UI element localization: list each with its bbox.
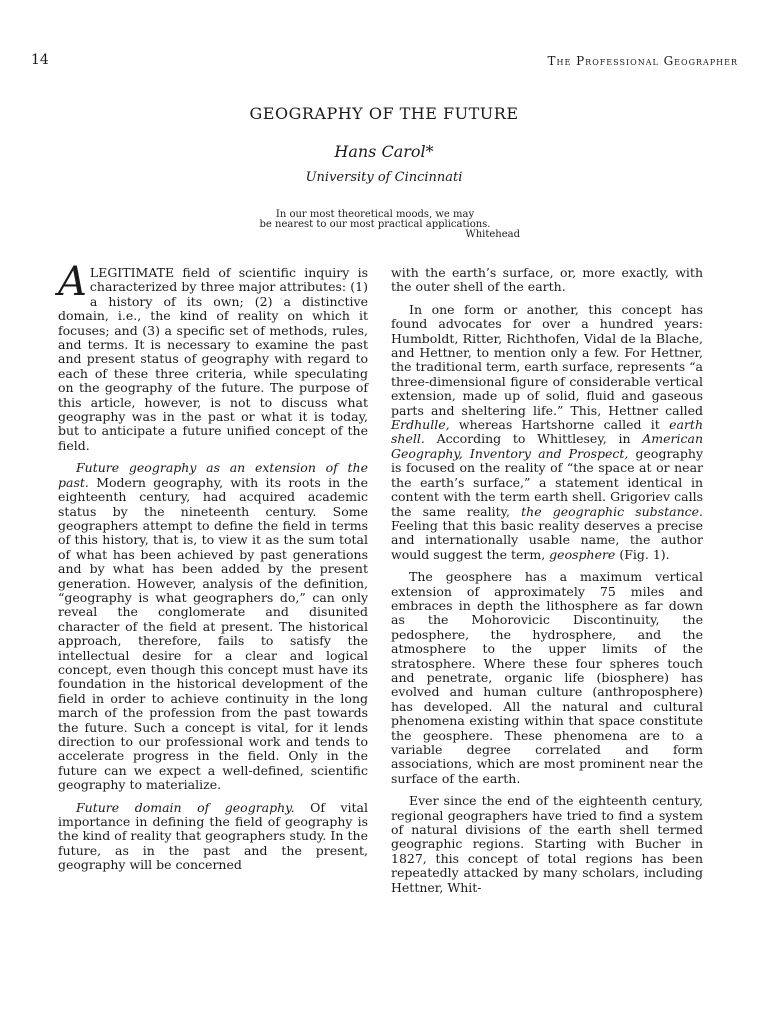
domain-heading: Future domain of geography.: [76, 799, 295, 815]
concept-text-e: Feeling that this basic reality deserves a precise and internationally usable name, the author would suggest the term,: [391, 517, 703, 562]
concept-paragraph: [391, 303, 703, 562]
running-head: The Professional Geographer: [547, 54, 738, 68]
concept-text-b: whereas Hartshorne called it: [449, 417, 670, 433]
author-affiliation: University of Cincinnati: [305, 170, 463, 185]
history-paragraph: [58, 461, 368, 792]
epigraph-attribution: Whitehead: [465, 229, 520, 240]
concept-text-a: In one form or another, this concept has found advocates for over a hundred years: Humboldt, Ritter, Richthofen, Vidal de la Blache, and Hettner, to mention only a few. For Hettner, the traditional term, earth surface, represents “a three-dimensional figure of considerable vertical extension, made up of solid, fluid and gaseous parts and sheltering life.” This, Hettner called: [391, 301, 703, 418]
concept-text-c: According to Whittlesey, in: [424, 431, 643, 447]
article-title: GEOGRAPHY OF THE FUTURE: [249, 104, 519, 123]
intro-text: field of scientific inquiry is characterized by three major attributes: (1) a history of its own; (2) a distinctive domain, i.e., the kind of reality on which it focuses; and (3) a specific set of methods, rules, and terms. It is necessary to examine the past and present status of geography with regard to each of these three criteria, while speculating on the geography of the future. The purpose of this article, however, is not to discuss what geography was in the past or what it is today, but to anticipate a future unified concept of the field.: [58, 265, 368, 453]
epigraph-line-2: be nearest to our most practical applications.: [259, 219, 491, 230]
epigraph-line-1: In our most theoretical moods, we may: [275, 209, 475, 220]
drop-cap: A: [58, 259, 87, 305]
intro-paragraph: [58, 259, 368, 453]
geosphere-paragraph: The geosphere has a maximum vertical extension of approximately 75 miles and embraces in depth the lithosphere as far down as the Mohorovicic Discontinuity, the pedosphere, the hydrosphere, and the atmosphere to the upper limits of the stratosphere. Where these four spheres touch and penetrate, organic life (biosphere) has evolved and human culture (anthroposphere) has developed. All the natural and cultural phenomena existing within that space constitute the geosphere. These phenomena are to a variable degree correlated and form associations, which are most prominent near the surface of the earth.: [391, 569, 703, 786]
history-text: Modern geography, with its roots in the eighteenth century, had acquired academic status by the nineteenth century. Some geographers attempt to define the field in terms of this history, that is, to view it as the sum total of what has been achieved by past generations and by what has been added by the present generation. However, analysis of the definition, “geography is what geographers do,” can only reveal the conglomerate and disunited character of the field at present. The historical approach, therefore, fails to satisfy the intellectual desire for a clear and logical concept, even though this concept must have its foundation in the historical development of the field in order to achieve continuity in the long march of the profession from the past towards the future. Such a concept is vital, for it lends direction to our professional work and tends to accelerate progress in the field. Only in the future can we expect a well-defined, scientific geography to materialize.: [58, 474, 368, 793]
term-earth-shell: earth shell.: [391, 417, 703, 447]
right-column: [391, 266, 703, 903]
book-title: American Geography, Inventory and Prospect,: [391, 431, 703, 461]
intro-caps: LEGITIMATE: [89, 265, 175, 280]
term-geosphere: geosphere: [549, 546, 616, 562]
page-number: 14: [31, 52, 49, 68]
domain-text: Of vital importance in defining the field of geography is the kind of reality that geographers study. In the future, as in the past and the present, geography will be concerned: [58, 799, 368, 873]
domain-paragraph: [58, 801, 368, 873]
epigraph: [230, 210, 520, 240]
concept-text-d: geography is focused on the reality of “the space at or near the earth’s surface,” a statement identical in content with the term earth shell. Grigoriev calls the same reality,: [391, 445, 704, 519]
history-heading: Future geography as an extension of the past.: [58, 460, 368, 490]
term-geographic-substance: the geographic substance.: [521, 503, 703, 519]
term-erdhulle: Erdhulle,: [391, 417, 450, 433]
continuation-paragraph: with the earth’s surface, or, more exactly, with the outer shell of the earth.: [391, 265, 703, 295]
concept-text-f: (Fig. 1).: [615, 546, 670, 562]
author-name: Hans Carol*: [334, 142, 434, 161]
regions-paragraph: Ever since the end of the eighteenth century, regional geographers have tried to find a system of natural divisions of the earth shell termed geographic regions. Starting with Bucher in 1827, this concept of total regions has been repeatedly attacked by many scholars, including Hettner, Whit-: [391, 793, 703, 895]
left-column: [58, 259, 368, 881]
